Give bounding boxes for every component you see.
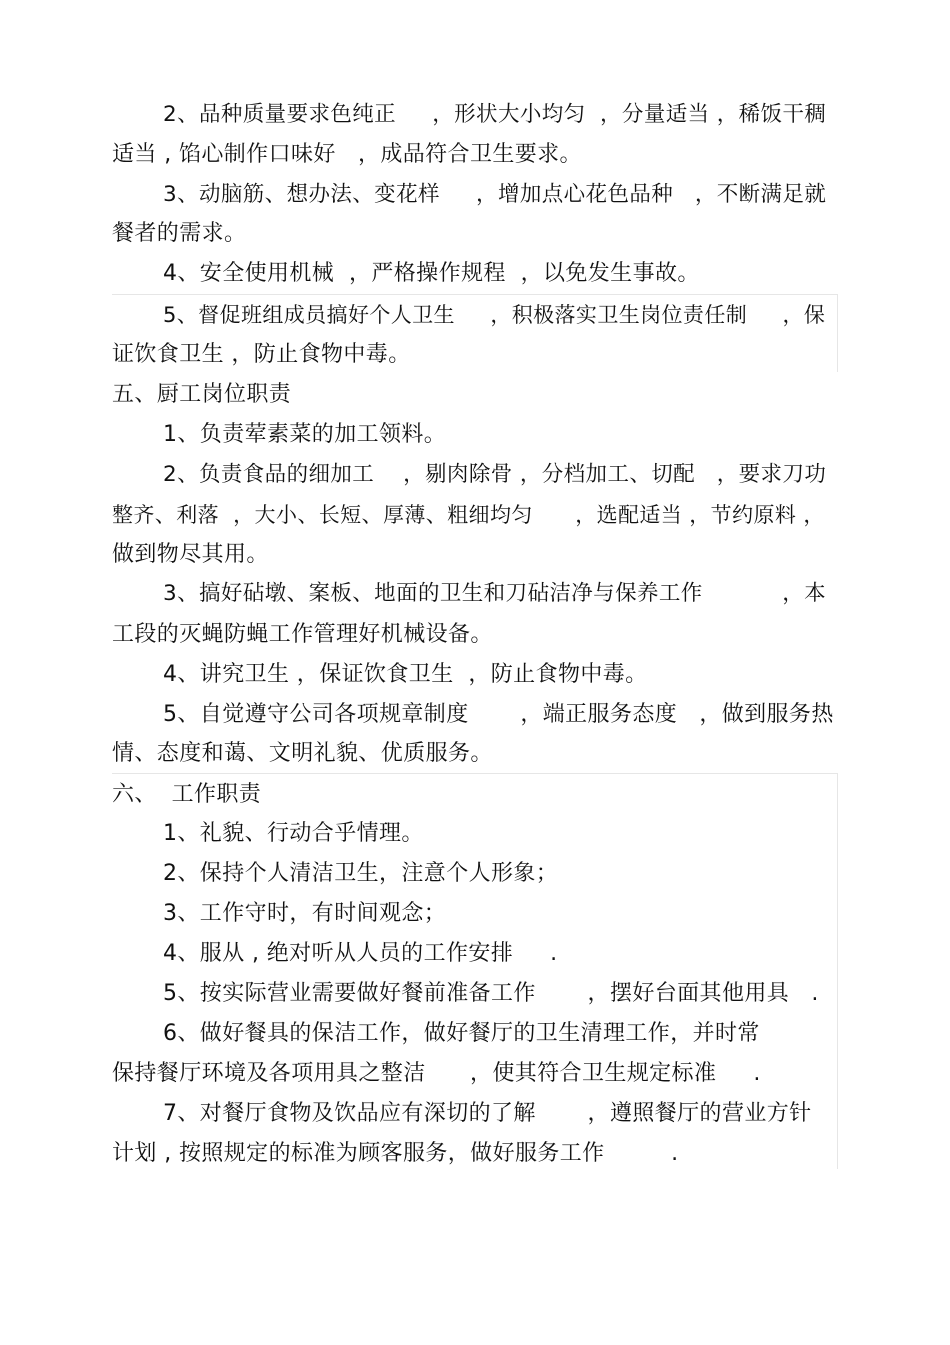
text-line: 3、动脑筋、想办法、变花样 ，增加点心花色品种 ，不断满足就 xyxy=(163,182,827,207)
text-line: 5、按实际营业需要做好餐前准备工作 ，摆好台面其他用具 . xyxy=(163,981,819,1006)
text-line: 1、礼貌、行动合乎情理。 xyxy=(163,821,424,846)
text-line: 4、服从 , 绝对听从人员的工作安排 . xyxy=(163,941,558,966)
text-line: 2、保持个人清洁卫生，注意个人形象； xyxy=(163,861,559,886)
text-line: 5、督促班组成员搞好个人卫生 ，积极落实卫生岗位责任制 ，保 xyxy=(163,303,826,327)
text-line: 工段的灭蝇防蝇工作管理好机械设备。 xyxy=(112,622,493,647)
text-line: 6、做好餐具的保洁工作，做好餐厅的卫生清理工作，并时常 xyxy=(163,1021,760,1046)
text-line: 4、讲究卫生 ，保证饮食卫生 ，防止食物中毒。 xyxy=(163,662,648,687)
divider xyxy=(837,294,838,372)
text-line: 整齐、利落 ，大小、长短、厚薄、粗细均匀 ，选配适当 ，节约原料 ， xyxy=(112,503,825,527)
text-line: 做到物尽其用。 xyxy=(112,542,269,567)
text-line: 计划 , 按照规定的标准为顾客服务，做好服务工作 . xyxy=(112,1141,679,1166)
text-line: 保持餐厅环境及各项用具之整洁 ，使其符合卫生规定标准 . xyxy=(112,1061,761,1086)
text-line: 2、负责食品的细加工 ，剔肉除骨 ，分档加工、切配 ，要求刀功 xyxy=(163,462,827,487)
text-line: 3、搞好砧墩、案板、地面的卫生和刀砧洁净与保养工作 ，本 xyxy=(163,581,827,606)
text-line: 5、自觉遵守公司各项规章制度 ，端正服务态度 ，做到服务热 xyxy=(163,702,834,727)
text-line: 3、工作守时，有时间观念； xyxy=(163,901,447,926)
divider xyxy=(837,773,838,1169)
text-line: 证饮食卫生 ，防止食物中毒。 xyxy=(112,342,411,367)
text-line: 4、安全使用机械 ，严格操作规程 ，以免发生事故。 xyxy=(163,261,700,286)
text-line: 适当 , 馅心制作口味好 ，成品符合卫生要求。 xyxy=(112,142,582,167)
section-heading: 五、厨工岗位职责 xyxy=(112,382,292,407)
text-line: 1、负责荤素菜的加工领料。 xyxy=(163,422,447,447)
text-line: 2、品种质量要求色纯正 ，形状大小均匀 ，分量适当 ，稀饭干稠 xyxy=(163,102,827,127)
text-line: 餐者的需求。 xyxy=(112,221,247,246)
text-line: 情、态度和蔼、文明礼貌、优质服务。 xyxy=(112,741,493,766)
text-line: 7、对餐厅食物及饮品应有深切的了解 ，遵照餐厅的营业方针 xyxy=(163,1101,812,1126)
section-heading: 六、 工作职责 xyxy=(112,782,262,807)
